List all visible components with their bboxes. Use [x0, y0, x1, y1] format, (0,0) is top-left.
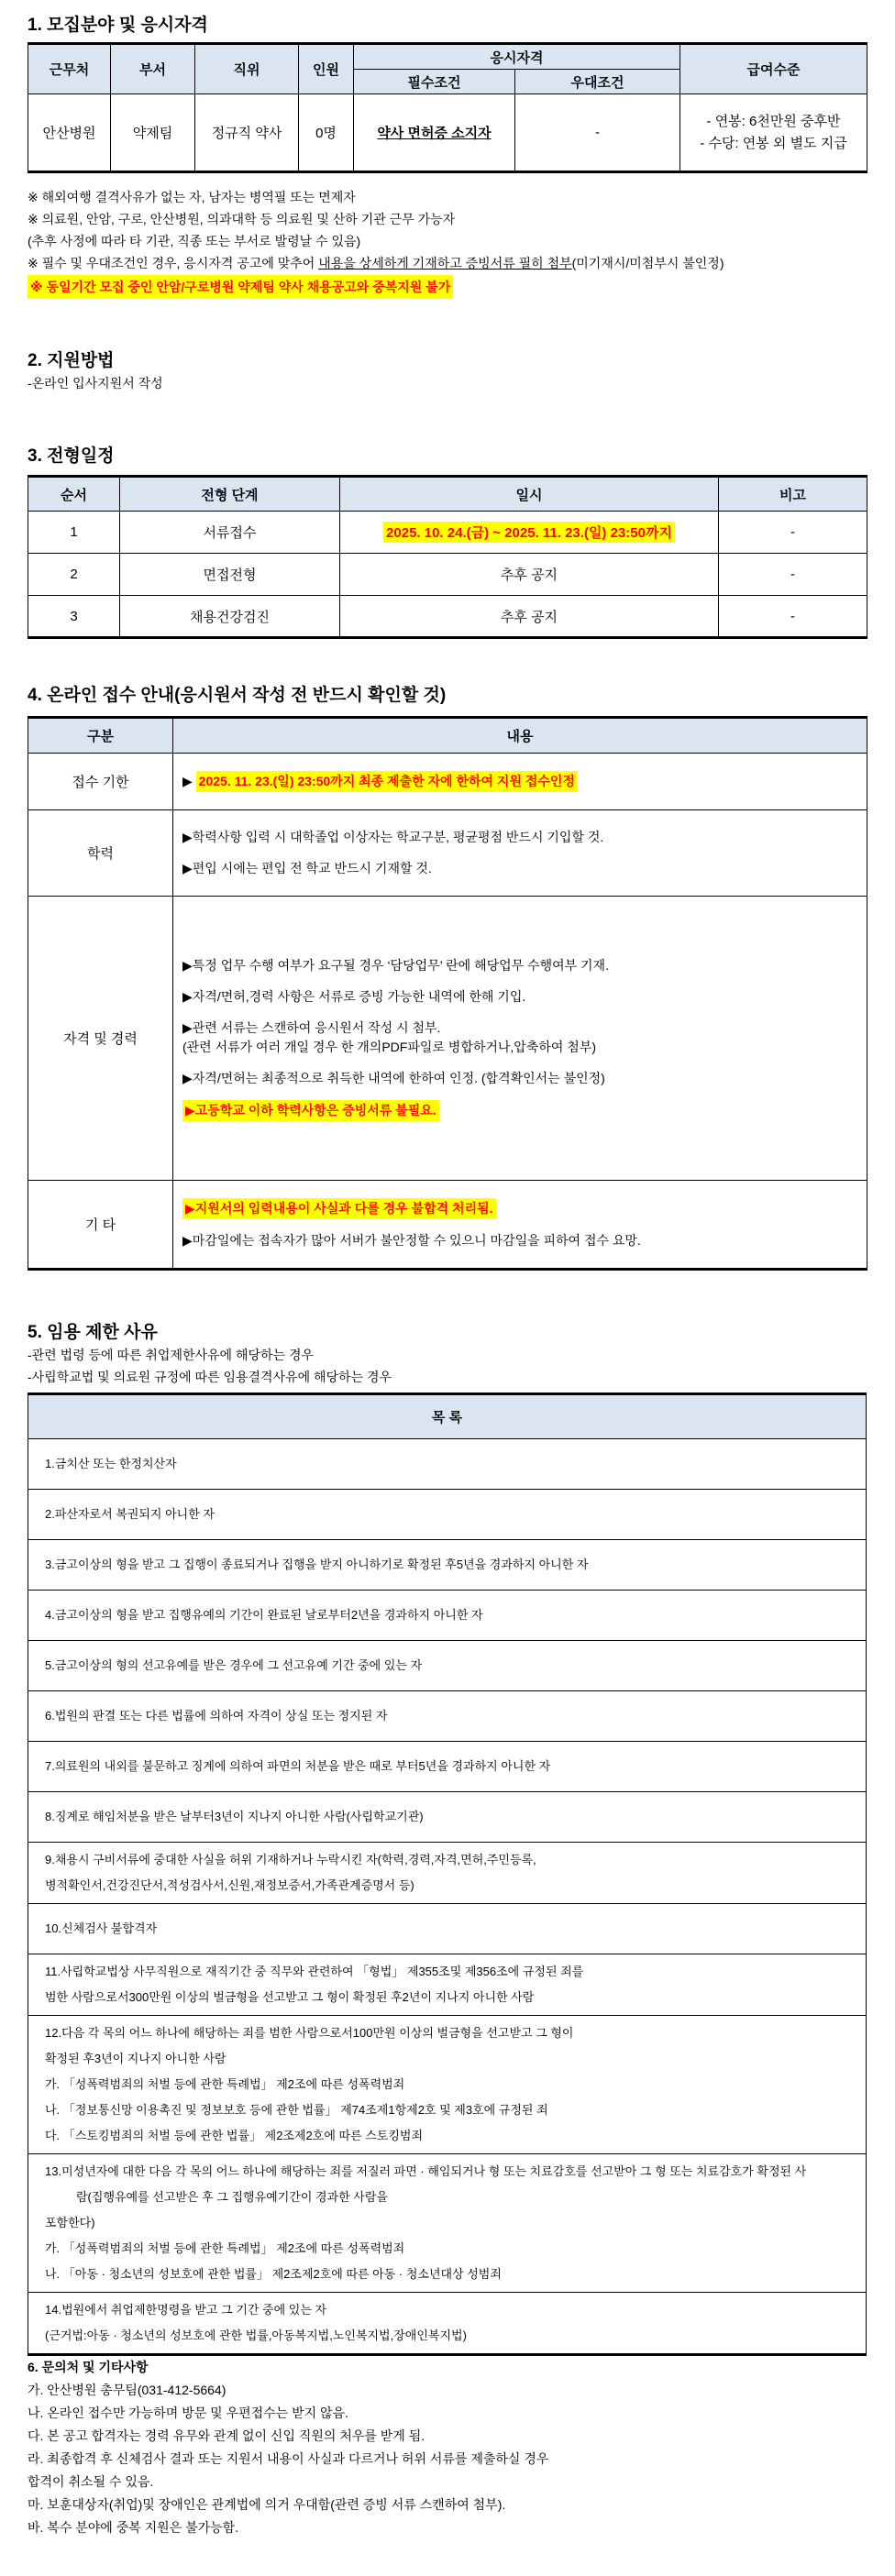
cell-etc-content	[173, 1181, 867, 1270]
guide-line: ▶특정 업무 수행 여부가 요구될 경우 ‘담당업무’ 란에 해당업무 수행여부 기재.	[182, 957, 609, 973]
guide-line-group	[182, 1018, 857, 1057]
note-line: ※ 해외여행 결격사유가 없는 자, 남자는 병역필 또는 면제자	[28, 190, 356, 204]
guide-line: ▶자격/면허,경력 사항은 서류로 증빙 가능한 내역에 한해 기입.	[182, 988, 526, 1004]
restriction-item	[28, 1741, 866, 1791]
cell-datetime: 추후 공지	[340, 554, 719, 596]
col-preferred: 우대조건	[515, 70, 680, 94]
restriction-line: 14.법원에서 취업제한명령을 받고 그 기간 중에 있는 자	[45, 2303, 327, 2317]
cell-career-label: 자격 및 경력	[28, 897, 173, 1181]
salary-line: - 수당: 연봉 외 별도 지급	[700, 135, 847, 151]
restriction-line: 5.금고이상의 형의 선고유예를 받은 경우에 그 선고유예 기간 중에 있는 자	[45, 1658, 423, 1672]
guide-line: (관련 서류가 여러 개일 경우 한 개의PDF파일로 병합하거나,압축하여 첨부)	[182, 1039, 597, 1054]
cell-salary	[680, 94, 867, 172]
note-text: (미기재시/미첨부시 불인정)	[571, 256, 724, 270]
cell-career-content	[173, 897, 867, 1181]
restriction-line: 13.미성년자에 대한 다음 각 목의 어느 하나에 해당하는 죄를 저질러 파면 · 해임되거나 형 또는 치료감호를 선고받아 그 형 또는 치료감호가 확정된 사	[45, 2164, 807, 2178]
restriction-item	[28, 2153, 866, 2292]
note-text: ※ 필수 및 우대조건인 경우, 응시자격 공고에 맞추어	[28, 256, 319, 270]
cell-stage: 면접전형	[120, 554, 340, 596]
cell-order: 3	[28, 596, 120, 638]
online-application-guide-table	[28, 716, 867, 1271]
restriction-line: (근거법:아동 · 청소년의 성보호에 관한 법률,아동복지법,노인복지법,장애인복지법)	[45, 2328, 467, 2342]
restriction-item	[28, 1842, 866, 1903]
restriction-item	[28, 2015, 866, 2153]
cell-note: -	[719, 596, 867, 638]
guide-line: ▶마감일에는 접속자가 많아 서버가 불안정할 수 있으니 마감일을 피하여 접수 요망.	[182, 1233, 641, 1248]
section2-title: 2. 지원방법	[28, 351, 115, 370]
guide-line: ▶관련 서류는 스캔하여 응시원서 작성 시 첨부.	[182, 1019, 441, 1035]
etc-line: 바. 복수 분야에 중복 지원은 불가능함.	[28, 2520, 239, 2535]
restriction-line: 1.금치산 또는 한정치산자	[45, 1457, 177, 1470]
arrow-bullet: ▶	[182, 774, 193, 788]
cell-deadline-content	[173, 754, 867, 810]
schedule-table	[28, 475, 867, 639]
cell-workplace: 안산병원	[28, 94, 111, 172]
col-category: 구분	[28, 718, 173, 754]
restriction-line: 4.금고이상의 형을 받고 집행유예의 기간이 완료된 날로부터2년을 경과하지 아니한 자	[45, 1608, 483, 1622]
col-salary: 급여수준	[680, 44, 867, 94]
restriction-item	[28, 1439, 866, 1489]
schedule-row	[28, 554, 867, 596]
warning-text: ※ 동일기간 모집 중인 안암/구로병원 약제팀 약사 채용공고와 중복지원 불가	[28, 275, 453, 299]
note-line: (추후 사정에 따라 타 기관, 직종 또는 부서로 발령날 수 있음)	[28, 234, 361, 248]
schedule-row	[28, 512, 867, 554]
note-underlined-text: 내용을 상세하게 기재하고 증빙서류 필히 첨부	[318, 256, 572, 270]
duplicate-application-warning	[28, 274, 867, 299]
guide-row-education	[28, 810, 867, 897]
required-condition-text: 약사 면허증 소지자	[377, 126, 492, 141]
restriction-line: 다. 「스토킹범죄의 처벌 등에 관한 법률」 제2조제2호에 따른 스토킹범죄	[45, 2129, 424, 2142]
guide-line: ▶편입 시에는 편입 전 학교 반드시 기재할 것.	[182, 861, 432, 875]
restriction-line: 9.채용시 구비서류에 중대한 사실을 허위 기재하거나 누락시킨 자(학력,경력,자격,면허,주민등록,	[45, 1853, 536, 1866]
restriction-line: 10.신체검사 불합격자	[45, 1921, 158, 1935]
section6-title: 6. 문의처 및 기타사항	[28, 2360, 149, 2374]
restriction-list-table	[28, 1393, 867, 2356]
cell-preferred: -	[515, 94, 680, 172]
cell-education-label: 학력	[28, 810, 173, 897]
etc-line: 라. 최종합격 후 신체검사 결과 또는 지원서 내용이 사실과 다르거나 허위 서류를 제출하실 경우	[28, 2451, 549, 2466]
restriction-item	[28, 2292, 866, 2353]
guide-row-etc	[28, 1181, 867, 1270]
cell-deadline-label: 접수 기한	[28, 754, 173, 810]
cell-note: -	[719, 512, 867, 554]
cell-stage: 서류접수	[120, 512, 340, 554]
recruitment-row	[28, 94, 867, 172]
restriction-item	[28, 1903, 866, 1954]
restriction-line: 확정된 후3년이 지나지 아니한 사람	[45, 2052, 227, 2065]
cell-datetime: 추후 공지	[340, 596, 719, 638]
deadline-highlight-text: 2025. 11. 23.(일) 23:50까지 최종 제출한 자에 한하여 지원 접수인정	[196, 771, 578, 792]
restriction-line: 3.금고이상의 형을 받고 그 집행이 종료되거나 집행을 받지 아니하기로 확정된 후5년을 경과하지 아니한 자	[45, 1558, 589, 1571]
section4-title: 4. 온라인 접수 안내(응시원서 작성 전 반드시 확인할 것)	[28, 686, 447, 705]
note-line: ※ 의료원, 안암, 구로, 안산병원, 의과대학 등 의료원 및 산하 기관 근무 가능자	[28, 212, 456, 226]
application-method-line: -온라인 입사지원서 작성	[28, 376, 163, 391]
restriction-item	[28, 1590, 866, 1640]
salary-line: - 연봉: 6천만원 중후반	[706, 113, 841, 129]
col-dept: 부서	[111, 44, 195, 94]
restriction-line: 람(집행유예를 선고받은 후 그 집행유예기간이 경과한 사람을	[76, 2190, 388, 2204]
restriction-line: 범한 사람으로서300만원 이상의 벌금형을 선고받고 그 형이 확정된 후2년이 지나지 아니한 사람	[45, 1990, 535, 2004]
restriction-item	[28, 1690, 866, 1741]
restriction-item	[28, 1489, 866, 1539]
cell-position: 정규직 약사	[195, 94, 299, 172]
col-datetime: 일시	[340, 477, 719, 512]
application-period-text: 2025. 10. 24.(금) ~ 2025. 11. 23.(일) 23:50까지	[383, 522, 675, 543]
restriction-line: 11.사립학교법상 사무직원으로 재직기간 중 직무와 관련하여 「형법」 제355조및 제356조에 규정된 죄를	[45, 1965, 584, 1978]
restriction-item	[28, 1640, 866, 1690]
col-qualification: 응시자격	[354, 44, 680, 70]
restriction-item	[28, 1791, 866, 1842]
cell-education-content	[173, 810, 867, 897]
schedule-row	[28, 596, 867, 638]
cell-required	[354, 94, 515, 172]
guide-row-career	[28, 897, 867, 1181]
restriction-item	[28, 1539, 866, 1590]
etc-line: 나. 온라인 접수만 가능하며 방문 및 우편접수는 받지 않음.	[28, 2405, 348, 2420]
col-stage: 전형 단계	[120, 477, 340, 512]
cell-dept: 약제팀	[111, 94, 195, 172]
guide-row-deadline	[28, 754, 867, 810]
restriction-line: 가. 「성폭력범죄의 처벌 등에 관한 특례법」 제2조에 따른 성폭력범죄	[45, 2241, 405, 2255]
restriction-intro-line: -관련 법령 등에 따른 취업제한사유에 해당하는 경우	[28, 1348, 315, 1362]
cell-note: -	[719, 554, 867, 596]
restriction-line: 포함한다)	[45, 2216, 95, 2229]
section1-title: 1. 모집분야 및 응시자격	[28, 16, 208, 35]
col-workplace: 근무처	[28, 44, 111, 94]
restriction-line: 나. 「정보통신망 이용촉진 및 정보보호 등에 관한 법률」 제74조제1항제2호 및 제3호에 규정된 죄	[45, 2103, 548, 2117]
career-highlight-text: ▶고등학교 이하 학력사항은 증빙서류 불필요.	[182, 1100, 439, 1121]
col-note: 비고	[719, 477, 867, 512]
section6	[28, 2356, 867, 2539]
restriction-line: 12.다음 각 목의 어느 하나에 해당하는 죄를 범한 사람으로서100만원 이상의 벌금형을 선고받고 그 형이	[45, 2026, 574, 2040]
col-headcount: 인원	[299, 44, 354, 94]
section5-title: 5. 임용 제한 사유	[28, 1323, 158, 1342]
restriction-line: 가. 「성폭력범죄의 처벌 등에 관한 특례법」 제2조에 따른 성폭력범죄	[45, 2077, 405, 2091]
restriction-line: 7.의료원의 내외를 불문하고 징계에 의하여 파면의 처분을 받은 때로 부터5년을 경과하지 아니한 자	[45, 1759, 551, 1773]
cell-datetime	[340, 512, 719, 554]
etc-line: 다. 본 공고 합격자는 경력 유무와 관계 없이 신입 직원의 처우를 받게 됨.	[28, 2428, 425, 2443]
recruitment-table	[28, 42, 867, 173]
restriction-line: 6.법원의 판결 또는 다른 법률에 의하여 자격이 상실 또는 정지된 자	[45, 1709, 388, 1723]
col-position: 직위	[195, 44, 299, 94]
cell-stage: 채용건강검진	[120, 596, 340, 638]
restriction-line: 2.파산자로서 복권되지 아니한 자	[45, 1507, 215, 1521]
contact-line: 가. 안산병원 총무팀(031-412-5664)	[28, 2383, 227, 2397]
etc-line: 마. 보훈대상자(취업)및 장애인은 관계법에 의거 우대함(관련 증빙 서류 스캔하여 첨부).	[28, 2497, 506, 2512]
col-order: 순서	[28, 477, 120, 512]
etc-highlight-text: ▶지원서의 입력내용이 사실과 다를 경우 불합격 처리됨.	[182, 1198, 496, 1219]
guide-line: ▶자격/면허는 최종적으로 취득한 내역에 한하여 인정. (합격확인서는 불인정)	[182, 1070, 605, 1085]
col-required: 필수조건	[354, 70, 515, 94]
guide-line: ▶학력사항 입력 시 대학졸업 이상자는 학교구분, 평균평점 반드시 기입할 것.	[182, 830, 604, 844]
restriction-line: 병적확인서,건강진단서,적성검사서,신원,재정보증서,가족관계증명서 등)	[45, 1878, 414, 1892]
section3-title: 3. 전형일정	[28, 446, 115, 466]
restriction-item	[28, 1954, 866, 2015]
etc-line: 합격이 취소될 수 있음.	[28, 2474, 154, 2489]
col-content: 내용	[173, 718, 867, 754]
restriction-line: 나. 「아동 · 청소년의 성보호에 관한 법률」 제2조제2호에 따른 아동 · 청소년대상 성범죄	[45, 2267, 502, 2281]
cell-order: 1	[28, 512, 120, 554]
cell-order: 2	[28, 554, 120, 596]
section1-notes	[28, 186, 867, 299]
note-line	[28, 252, 867, 274]
restriction-list-header: 목 록	[28, 1395, 866, 1439]
cell-etc-label: 기 타	[28, 1181, 173, 1270]
cell-headcount: 0명	[299, 94, 354, 172]
restriction-line: 8.징계로 해임처분을 받은 날부터3년이 지나지 아니한 사람(사립학교기관)	[45, 1810, 424, 1823]
restriction-intro-line: -사립학교법 및 의료원 규정에 따른 임용결격사유에 해당하는 경우	[28, 1370, 392, 1384]
